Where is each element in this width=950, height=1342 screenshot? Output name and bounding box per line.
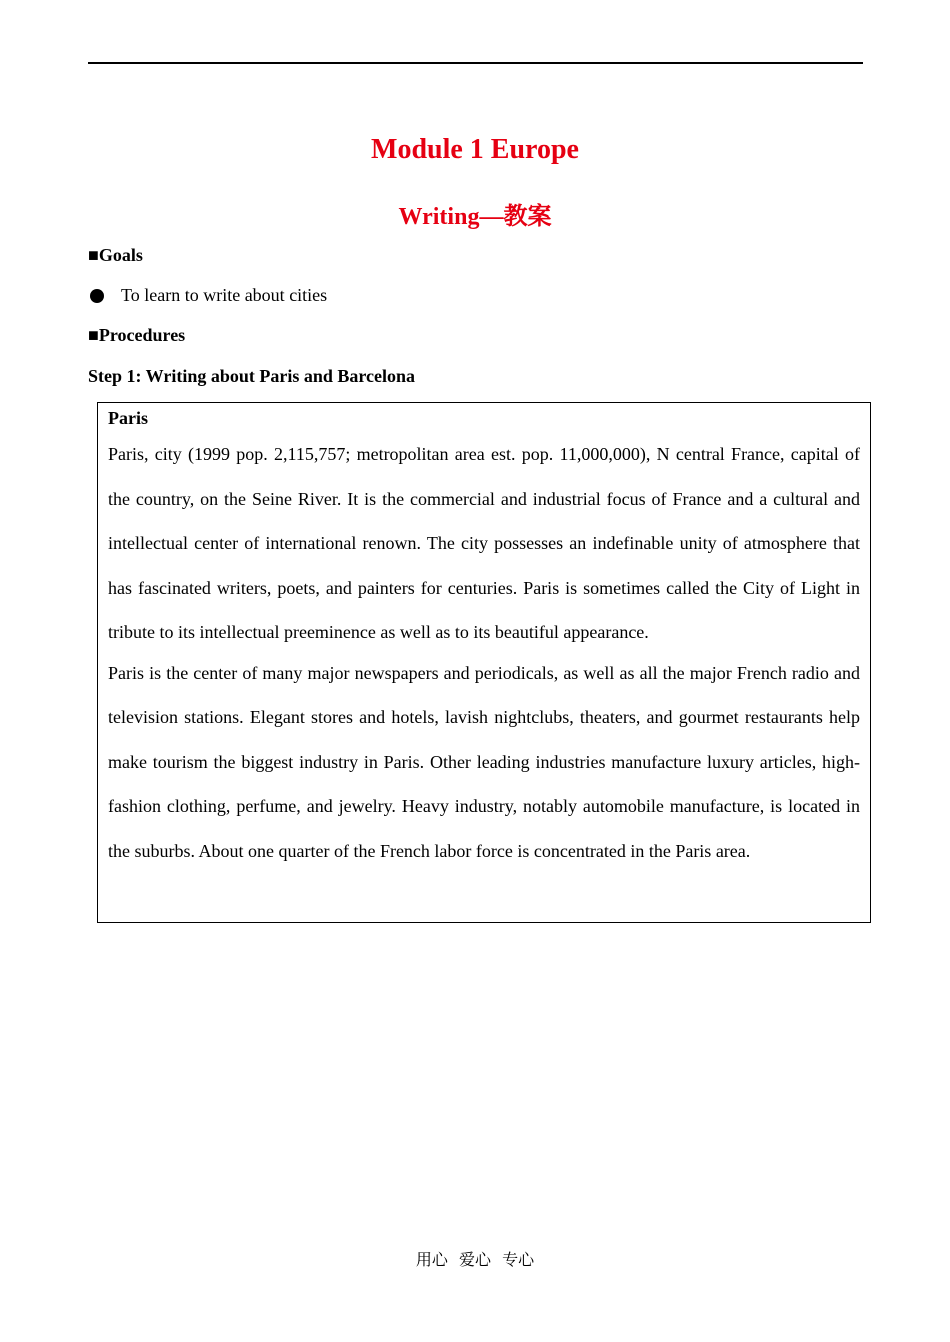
header-rule [88, 62, 863, 64]
step1-heading: Step 1: Writing about Paris and Barcelona [88, 366, 416, 386]
page-footer: 用心 爱心 专心 [415, 1250, 535, 1269]
paris-box-title: Paris [108, 408, 148, 428]
goal-text: To learn to write about cities [121, 285, 328, 305]
goal-list-item [88, 285, 327, 306]
page-title: Module 1 Europe [371, 134, 579, 165]
page-subtitle: Writing—教案 [398, 204, 552, 230]
paris-paragraph-1: Paris, city (1999 pop. 2,115,757; metropolitan area est. pop. 11,000,000), N central France, capital of the country, on the Seine River. It is the commercial and industrial focus of France and a cultural and intellectual center of international renown. The city possesses an indefinable unity of atmosphere that has fascinated writers, poets, and painters for centuries. Paris is sometimes called the City of Light in tribute to its intellectual preeminence as well as to its beautiful appearance. [108, 444, 860, 642]
procedures-heading: ■Procedures [88, 325, 186, 345]
paris-paragraph-2: Paris is the center of many major newspapers and periodicals, as well as all the major French radio and television stations. Elegant stores and hotels, lavish nightclubs, theaters, and gourmet restaurants help make tourism the biggest industry in Paris. Other leading industries manufacture luxury articles, high-fashion clothing, perfume, and jewelry. Heavy industry, notably automobile manufacture, is located in the suburbs. About one quarter of the French labor force is concentrated in the Paris area. [108, 662, 860, 861]
goals-heading: ■Goals [88, 245, 143, 265]
bullet-icon [90, 289, 104, 303]
paris-text-box [97, 402, 871, 923]
